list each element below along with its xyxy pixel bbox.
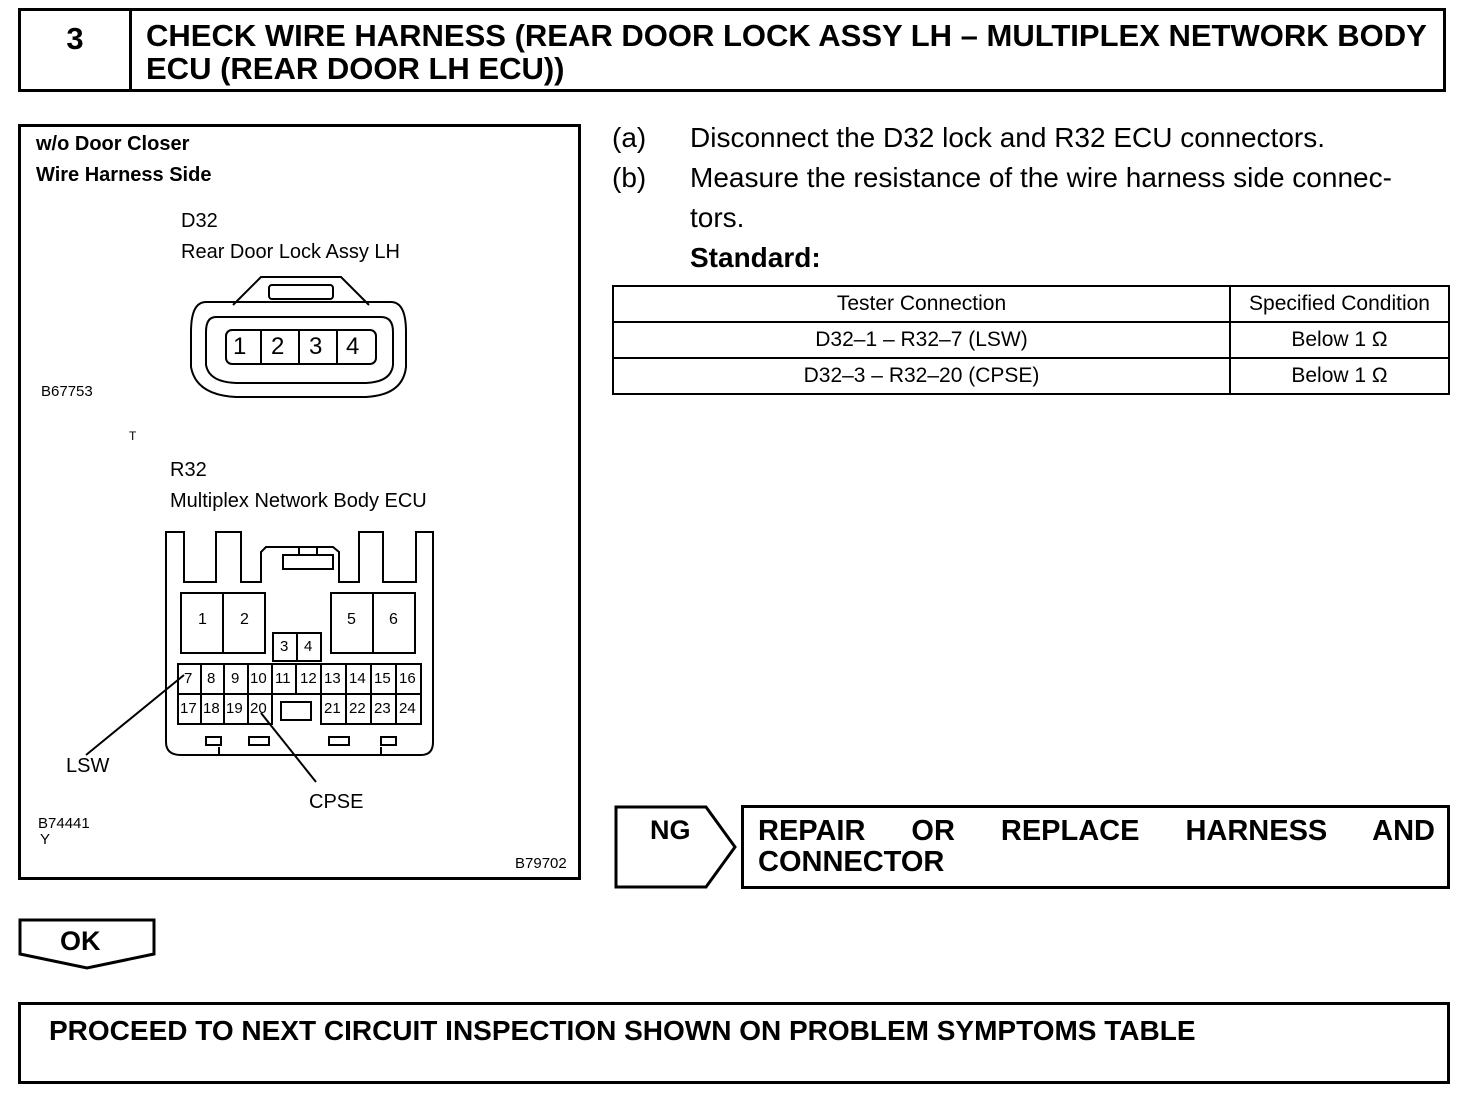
- table-row: [613, 322, 1449, 358]
- d32-pin-2: 2: [271, 333, 285, 360]
- r32-pin-6: 6: [389, 611, 398, 628]
- r32-name: Multiplex Network Body ECU: [170, 490, 427, 512]
- d32-code: D32: [181, 210, 218, 232]
- r32-pin-12: 12: [300, 670, 317, 687]
- row-1-condition: Below 1 Ω: [1230, 322, 1449, 358]
- label-lsw: LSW: [66, 755, 110, 777]
- r32-pin-7: 7: [184, 670, 193, 687]
- d32-pin-4: 4: [346, 333, 360, 360]
- r32-pin-3: 3: [280, 638, 289, 655]
- step-header: [18, 8, 1446, 92]
- header-specified-condition: Specified Condition: [1230, 286, 1449, 322]
- r32-pin-21: 21: [324, 700, 341, 717]
- r32-pin-17: 17: [180, 700, 197, 717]
- r32-pin-24: 24: [399, 700, 416, 717]
- r32-ref: B74441: [38, 815, 90, 832]
- step-title: CHECK WIRE HARNESS (REAR DOOR LOCK ASSY LH – MULTIPLEX NETWORK BODY ECU (REAR DOOR LH ECU)): [146, 18, 1427, 86]
- mark-t: T: [129, 429, 137, 443]
- ok-action: PROCEED TO NEXT CIRCUIT INSPECTION SHOWN ON PROBLEM SYMPTOMS TABLE: [49, 1015, 1196, 1046]
- label-cpse: CPSE: [309, 791, 364, 813]
- r32-pin-2: 2: [240, 611, 249, 628]
- r32-pin-19: 19: [226, 700, 243, 717]
- r32-pin-1: 1: [198, 611, 207, 628]
- spec-table-header: [613, 286, 1449, 322]
- instruction-b-text-1: Measure the resistance of the wire harness side connec-: [690, 162, 1392, 193]
- ng-label: NG: [650, 815, 691, 845]
- connector-figure: [18, 124, 581, 880]
- table-row: [613, 358, 1449, 394]
- r32-code: R32: [170, 459, 207, 481]
- r32-pin-9: 9: [231, 670, 240, 687]
- figure-ref: B79702: [515, 855, 567, 872]
- row-1-connection: D32–1 – R32–7 (LSW): [613, 322, 1230, 358]
- r32-pin-5: 5: [347, 611, 356, 628]
- d32-name: Rear Door Lock Assy LH: [181, 241, 400, 263]
- r32-pin-13: 13: [324, 670, 341, 687]
- r32-pin-18: 18: [203, 700, 220, 717]
- r32-pin-14: 14: [349, 670, 366, 687]
- r32-pin-15: 15: [374, 670, 391, 687]
- r32-pin-22: 22: [349, 700, 366, 717]
- ng-action: REPAIR OR REPLACE HARNESS AND CONNECTOR: [758, 815, 1435, 878]
- r32-pin-23: 23: [374, 700, 391, 717]
- r32-pin-20: 20: [250, 700, 267, 717]
- d32-pin-1: 1: [233, 333, 247, 360]
- r32-pin-11: 11: [275, 670, 291, 687]
- standard-label: Standard:: [690, 242, 821, 273]
- ok-result-box: [18, 1002, 1450, 1084]
- instruction-b-text-2: tors.: [690, 202, 745, 233]
- row-2-condition: Below 1 Ω: [1230, 358, 1449, 394]
- mark-y: Y: [40, 831, 51, 848]
- ok-label: OK: [60, 926, 101, 956]
- figure-heading-door-closer: w/o Door Closer: [36, 133, 190, 155]
- instruction-b-label: (b): [612, 162, 647, 193]
- figure-heading-harness-side: Wire Harness Side: [36, 164, 212, 186]
- instruction-a-text: Disconnect the D32 lock and R32 ECU connectors.: [690, 122, 1325, 153]
- step-number: 3: [21, 11, 132, 89]
- spec-table: [612, 285, 1450, 395]
- r32-pin-4: 4: [304, 638, 313, 655]
- d32-pin-3: 3: [309, 333, 323, 360]
- r32-pin-8: 8: [207, 670, 216, 687]
- r32-pin-10: 10: [250, 670, 267, 687]
- instruction-a-label: (a): [612, 122, 647, 153]
- d32-ref: B67753: [41, 383, 93, 400]
- ng-result-box: [741, 805, 1450, 889]
- header-tester-connection: Tester Connection: [613, 286, 1230, 322]
- row-2-connection: D32–3 – R32–20 (CPSE): [613, 358, 1230, 394]
- r32-pin-16: 16: [399, 670, 416, 687]
